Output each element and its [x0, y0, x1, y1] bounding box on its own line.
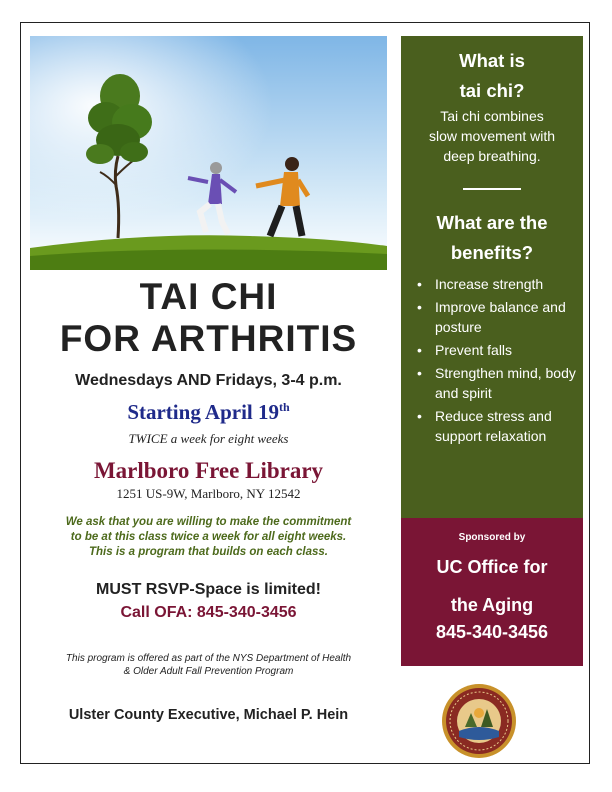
flyer-title	[30, 276, 387, 360]
tai-chi-photo	[30, 36, 387, 270]
commitment-line-2: to be at this class twice a week for all eight weeks.	[70, 531, 347, 543]
benefit-item: • Strengthen mind, body and spirit	[415, 363, 579, 403]
what-heading-line-2: tai chi?	[459, 80, 525, 101]
start-date-suffix: th	[279, 400, 290, 414]
program-note-line-2: & Older Adult Fall Prevention Program	[123, 666, 294, 677]
venue-address: 1251 US-9W, Marlboro, NY 12542	[116, 486, 301, 501]
benefits-heading-line-1: What are the	[436, 212, 548, 233]
commitment-note	[30, 515, 387, 560]
what-heading-line-1: What is	[459, 50, 525, 71]
program-note	[30, 652, 387, 678]
county-seal-icon	[441, 683, 517, 759]
benefits-heading-line-2: benefits?	[450, 242, 534, 263]
venue-name: Marlboro Free Library	[93, 458, 324, 483]
sponsor-name-line-2: the Aging	[450, 595, 534, 615]
sponsor-name	[401, 548, 583, 624]
title-line-1: TAI CHI	[139, 276, 278, 317]
program-note-line-1: This program is offered as part of the NYS Department of Health	[65, 653, 352, 664]
what-text-line-3: deep breathing.	[443, 148, 541, 164]
benefits-list	[401, 274, 583, 446]
start-date	[30, 400, 387, 425]
sponsor-box	[401, 518, 583, 666]
commitment-line-1: We ask that you are willing to make the commitment	[65, 516, 352, 528]
rsvp-notice: MUST RSVP-Space is limited!	[96, 581, 321, 598]
start-date-text: Starting April 19	[127, 400, 279, 424]
class-schedule: Wednesdays AND Fridays, 3-4 p.m.	[75, 372, 342, 389]
class-frequency: TWICE a week for eight weeks	[128, 431, 289, 446]
benefit-item: • Improve balance and posture	[415, 297, 579, 337]
sponsor-name-line-1: UC Office for	[436, 557, 548, 577]
county-executive: Ulster County Executive, Michael P. Hein	[68, 707, 349, 723]
benefit-item: • Prevent falls	[415, 340, 579, 360]
benefit-item: • Reduce stress and support relaxation	[415, 406, 579, 446]
sponsor-label: Sponsored by	[458, 532, 526, 543]
sponsor-phone: 845-340-3456	[435, 622, 549, 642]
title-line-2: FOR ARTHRITIS	[59, 318, 358, 359]
info-sidebar	[401, 36, 583, 518]
rsvp-phone: Call OFA: 845-340-3456	[120, 604, 297, 621]
commitment-line-3: This is a program that builds on each class.	[88, 546, 328, 558]
benefit-item: • Increase strength	[415, 274, 579, 294]
what-text-line-1: Tai chi combines	[440, 108, 544, 124]
what-text-line-2: slow movement with	[428, 128, 556, 144]
